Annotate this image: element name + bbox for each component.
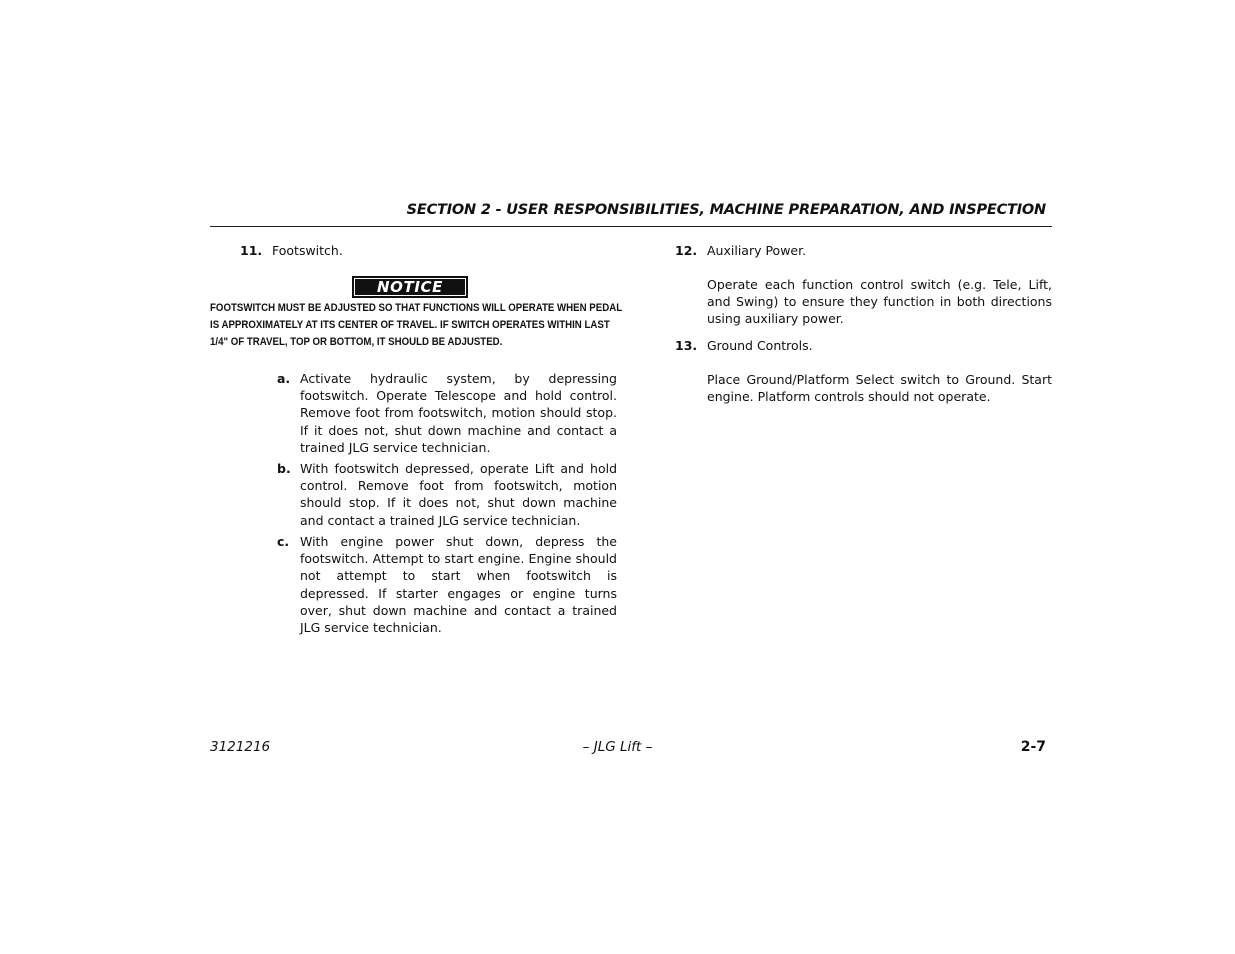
notice-label: NOTICE (377, 278, 443, 296)
footer-brand: – JLG Lift – (582, 739, 653, 755)
footer-doc-number: 3121216 (210, 739, 271, 755)
footer-page-number: 2-7 (1020, 739, 1046, 755)
item-12-number: 12. (675, 243, 698, 258)
item-12-title: Auxiliary Power. (707, 243, 807, 258)
notice-badge (352, 276, 468, 298)
sub-item-a-text: Activate hydraulic system, by depressing footswitch. Operate Telescope and hold control. Remove foot from footswitch, motion should stop. If it does not, shut down machine and contact a trained JLG service technician. (300, 371, 617, 455)
item-11-title: Footswitch. (272, 243, 343, 258)
sub-item-b-text: With footswitch depressed, operate Lift and hold control. Remove foot from footswitch, motion should stop. If it does not, shut down machine and contact a trained JLG service technician. (300, 461, 617, 528)
item-13-body: Place Ground/Platform Select switch to Ground. Start engine. Platform controls should not operate. (707, 372, 1052, 405)
notice-text: FOOTSWITCH MUST BE ADJUSTED SO THAT FUNCTIONS WILL OPERATE WHEN PEDAL IS APPROXIMATELY AT ITS CENTER OF TRAVEL. IF SWITCH OPERATES WITHIN LAST 1/4" OF TRAVEL, TOP OR BOTTOM, IT SHOULD BE ADJUSTED. (210, 302, 622, 348)
item-11-number: 11. (240, 243, 263, 258)
sub-item-c-text: With engine power shut down, depress the footswitch. Attempt to start engine. Engine should not attempt to start when footswitch is depressed. If starter engages or engine turns over, shut down machine and contact a trained JLG service technician. (300, 534, 617, 636)
item-13-number: 13. (675, 338, 698, 353)
header-divider (210, 226, 1052, 227)
section-title: SECTION 2 - USER RESPONSIBILITIES, MACHINE PREPARATION, AND INSPECTION (406, 202, 1046, 218)
sub-item-c-letter: c. (277, 534, 290, 549)
sub-item-a-letter: a. (277, 371, 291, 386)
item-13-title: Ground Controls. (707, 338, 813, 353)
sub-item-b-letter: b. (277, 461, 291, 476)
item-12-body: Operate each function control switch (e.g. Tele, Lift, and Swing) to ensure they function in both directions using auxiliary power. (707, 277, 1052, 327)
